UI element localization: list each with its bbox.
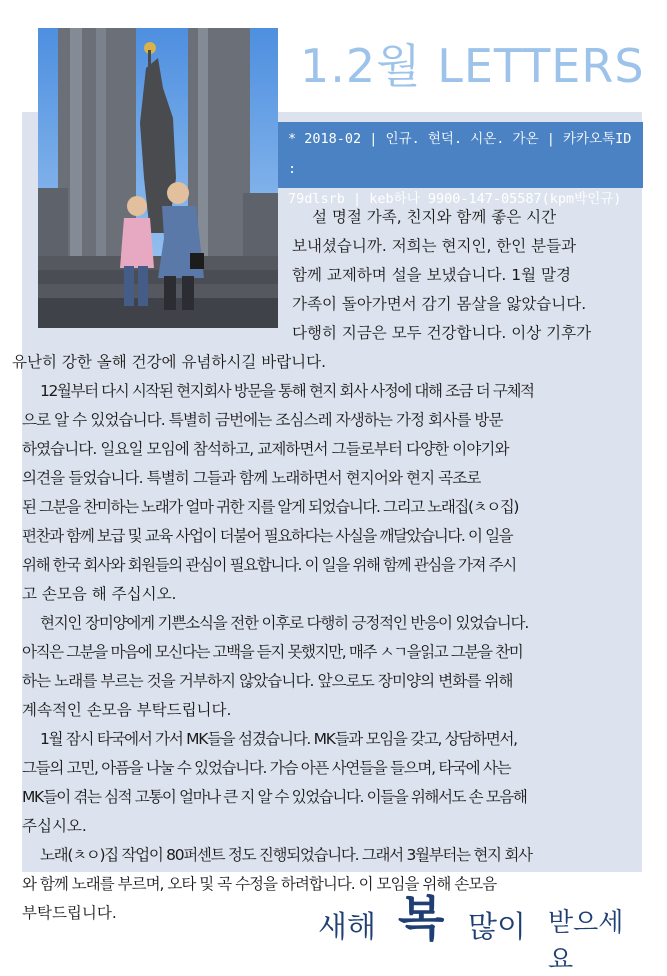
new-year-greeting — [318, 880, 648, 975]
letter-line: 부탁드립니다. — [22, 904, 117, 922]
letter-line: 12월부터 다시 시작된 현지회사 방문을 통해 현지 회사 사정에 대해 조금 더 구체적 — [40, 382, 534, 400]
letter-line: 와 함께 노래를 부르며, 오타 및 곡 수정을 하려합니다. 이 모임을 위해 손모음 — [22, 875, 497, 893]
letter-line: 위해 한국 회사와 회원들의 관심이 필요합니다. 이 일을 위해 함께 관심을 가져 주시 — [22, 556, 516, 574]
greeting-word-1: 새해 — [318, 910, 376, 945]
greeting-word-3: 많이 — [468, 910, 526, 945]
letter-line: 그들의 고민, 아픔을 나눌 수 있었습니다. 가슴 아픈 사연들을 들으며, 타국에 사는 — [22, 759, 511, 777]
info-line-1: * 2018-02 | 인규. 현덕. 시온. 가온 | 카카오톡ID : — [288, 131, 632, 177]
greeting-word-4: 받으세요 — [548, 908, 624, 975]
letter-line: 하는 노래를 부르는 것을 거부하지 않았습니다. 앞으로도 장미양의 변화를 위해 — [22, 672, 513, 690]
family-photo — [38, 28, 278, 328]
page-title: 1.2월 LETTERS — [300, 39, 645, 93]
letter-line: 편찬과 함께 보급 및 교육 사업이 더불어 필요하다는 사실을 깨달았습니다. 이 일을 — [22, 527, 513, 545]
letter-line: 아직은 그분을 마음에 모신다는 고백을 듣지 못했지만, 매주 ㅅㄱ을읽고 그분을 찬미 — [22, 643, 523, 661]
letter-line: 현지인 장미양에게 기쁜소식을 전한 이후로 다행히 긍정적인 반응이 있었습니다. — [40, 614, 529, 632]
letter-line: 으로 알 수 있었습니다. 특별히 금번에는 조심스레 자생하는 가정 회사를 방문 — [22, 411, 503, 429]
letter-line: 1월 잠시 타국에서 가서 MK들을 섬겼습니다. MK들과 모임을 갖고, 상담하면서, — [40, 730, 517, 748]
letter-line: 가족이 돌아가면서 감기 몸살을 앓았습니다. — [292, 295, 587, 313]
photo-illustration — [38, 28, 278, 328]
info-bar — [278, 122, 643, 207]
info-line-2: 79dlsrb | keb하나 9900-147-05587(kpm박인규) — [288, 191, 622, 207]
letter-line: 의견을 들었습니다. 특별히 그들과 함께 노래하면서 현지어와 현지 곡조로 — [22, 469, 481, 487]
greeting-word-2: 복 — [398, 891, 445, 947]
letter-line: 다행히 지금은 모두 건강합니다. 이상 기후가 — [292, 324, 592, 342]
letter-line: MK들이 겪는 심적 고통이 얼마나 큰 지 알 수 있었습니다. 이들을 위해서도 손 모음해 — [22, 788, 527, 806]
letter-line: 하였습니다. 일요일 모임에 참석하고, 교제하면서 그들로부터 다양한 이야기와 — [22, 440, 509, 458]
letter-line: 보내셨습니까. 저희는 현지인, 한인 분들과 — [292, 237, 577, 255]
letter-line: 계속적인 손모음 부탁드립니다. — [22, 701, 232, 719]
letter-line: 주십시오. — [22, 817, 87, 835]
letter-line: 함께 교제하며 설을 보냈습니다. 1월 말경 — [292, 266, 571, 284]
letter-line: 노래(ㅊㅇ)집 작업이 80퍼센트 정도 진행되었습니다. 그래서 3월부터는 현지 회사 — [40, 846, 532, 864]
letter-line: 유난히 강한 올해 건강에 유념하시길 바랍니다. — [12, 353, 327, 371]
letter-line: 고 손모음 해 주십시오. — [22, 585, 177, 603]
letter-line: 된 그분을 찬미하는 노래가 얼마 귀한 지를 알게 되었습니다. 그리고 노래집(ㅊㅇ집) — [22, 498, 519, 516]
letter-line: 설 명절 가족, 친지와 함께 좋은 시간 — [312, 208, 557, 226]
